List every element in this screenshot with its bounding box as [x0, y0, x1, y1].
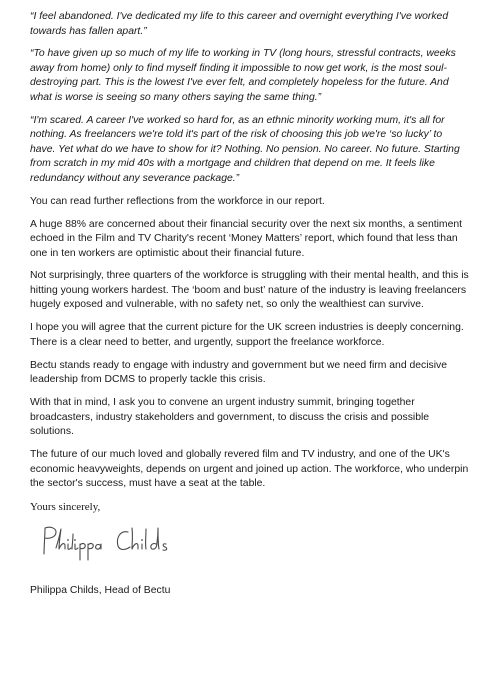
letter-page [30, 10, 470, 607]
signatory-name: Philippa Childs, Head of Bectu [30, 585, 171, 597]
body-paragraph: A huge 88% are concerned about their financial security over the next six months, a sentiment echoed in the Film and TV Charity's recent ‘Money Matters’ report, which found that less than one in ten workers are optimistic about their financial future. [30, 218, 463, 259]
body-paragraph: The future of our much loved and globally revered film and TV industry, and one of the UK's economic heavyweights, depends on urgent and joined up action. The workforce, who underpin the sector's success, must have a seat at the table. [30, 449, 469, 490]
body-paragraph: Bectu stands ready to engage with industry and government but we need firm and decisive leadership from DCMS to properly tackle this crisis. [30, 359, 448, 386]
body-paragraph: Not surprisingly, three quarters of the workforce is struggling with their mental health, and this is hitting young workers hardest. The ‘boom and bust’ nature of the industry is leaving freelancers hugely exposed and vulnerable, with no safety net, so only the wealthiest can survive. [30, 270, 469, 311]
worker-quote: “I feel abandoned. I've dedicated my life to this career and overnight everything I've worked towards has fallen apart.” [30, 11, 449, 37]
body-paragraph: I hope you will agree that the current picture for the UK screen industries is deeply concerning. There is a clear need to better, and urgently, support the freelance workforce. [30, 322, 464, 348]
body-paragraph: You can read further reflections from the workforce in our report. [30, 195, 325, 207]
handwritten-signature [36, 520, 206, 570]
worker-quote: “To have given up so much of my life to working in TV (long hours, stressful contracts, weeks away from home) only to find myself finding it impossible to now get work, is the most soul-destroying part. This is the lowest I've ever felt, and completely hopeless for the future. And what is worse is seeing so many others saying the same thing.” [30, 48, 456, 103]
body-paragraph: With that in mind, I ask you to convene an urgent industry summit, bringing together broadcasters, industry stakeholders and government, to discuss the crisis and possible solutions. [30, 397, 430, 438]
closing-salutation: Yours sincerely, [30, 500, 101, 513]
worker-quote: “I'm scared. A career I've worked so hard for, as an ethnic minority working mum, it's all for nothing. As freelancers we're told it's part of the risk of choosing this job we're ‘so lucky’ to have. Yet what do we have to show for it? Nothing. No pension. No career. No future. Starting from scratch in my mid 40s with a mortgage and children that depend on me. It feels like redundancy without any severance package.” [30, 114, 460, 184]
